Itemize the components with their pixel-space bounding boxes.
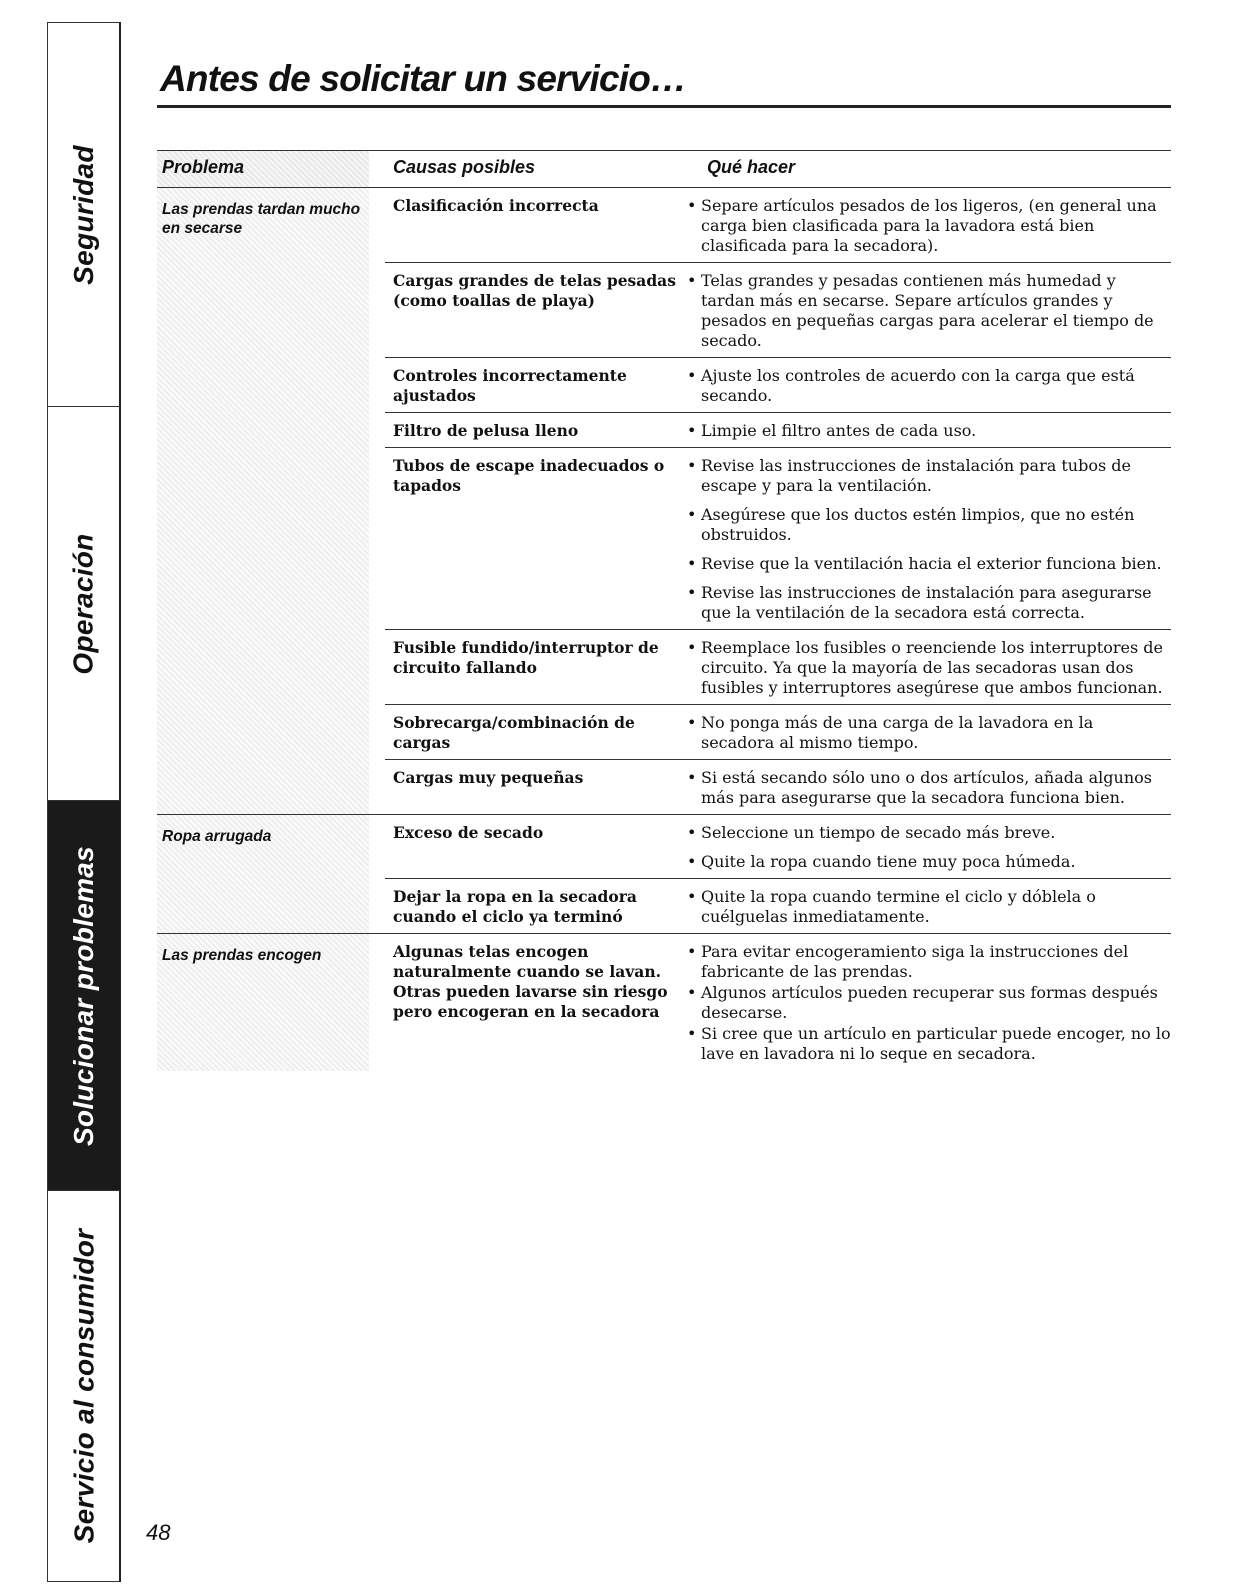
fix-list [683, 630, 1171, 704]
tab-solucionar-problemas[interactable] [48, 801, 120, 1191]
problem-label: Las prendas tardan mucho en secarse [157, 188, 369, 814]
page-number: 48 [146, 1520, 171, 1545]
fix-item: • Revise que la ventilación hacia el exterior funciona bien. [687, 554, 1171, 574]
cause-text: Fusible fundido/interruptor de circuito fallando [393, 638, 659, 677]
cause-text: Sobrecarga/combinación de cargas [393, 713, 635, 752]
table-header [157, 150, 1171, 188]
header-what-to-do: Qué hacer [707, 157, 796, 177]
cause-text: Tubos de escape inadecuados o tapados [393, 456, 665, 495]
cause-rows [369, 934, 1171, 1071]
tab-label: Seguridad [68, 144, 99, 285]
tab-seguridad[interactable] [48, 23, 120, 407]
cause-text: Filtro de pelusa lleno [393, 421, 579, 440]
cause-rows [369, 815, 1171, 933]
fix-item: • Quite la ropa cuando termine el ciclo y dóblela o cuélguelas inmediatamente. [687, 887, 1171, 927]
fix-list [683, 413, 1171, 447]
fix-item: • Limpie el filtro antes de cada uso. [687, 421, 1171, 441]
table-row [385, 878, 1171, 933]
problem-label: Ropa arrugada [157, 815, 369, 933]
fix-list [683, 358, 1171, 412]
cause-text: Dejar la ropa en la secadora cuando el ciclo ya terminó [393, 887, 637, 926]
fix-list [683, 815, 1171, 878]
troubleshooting-table [157, 150, 1171, 1071]
fix-item: • Quite la ropa cuando tiene muy poca húmeda. [687, 852, 1171, 872]
page-title: Antes de solicitar un servicio… [160, 58, 687, 99]
problem-group [157, 188, 1171, 815]
title-rule [157, 105, 1171, 108]
table-row [385, 262, 1171, 357]
cause-text: Cargas muy pequeñas [393, 768, 584, 787]
cause-text: Cargas grandes de telas pesadas (como toallas de playa) [393, 271, 676, 310]
fix-item: • Telas grandes y pesadas contienen más humedad y tardan más en secarse. Separe artículos grandes y pesados en pequeñas cargas para acelerar el tiempo de secado. [687, 271, 1171, 351]
table-row [385, 815, 1171, 878]
fix-list [683, 934, 1171, 1071]
fix-item: • Seleccione un tiempo de secado más breve. [687, 823, 1171, 843]
table-row [385, 934, 1171, 1071]
fix-list [683, 188, 1171, 262]
fix-list [683, 448, 1171, 629]
table-row [385, 357, 1171, 412]
fix-item: • Asegúrese que los ductos estén limpios, que no estén obstruidos. [687, 505, 1171, 545]
fix-item: • Separe artículos pesados de los ligeros, (en general una carga bien clasificada para la lavadora está bien clasificada para la secadora). [687, 196, 1171, 256]
fix-item: • Reemplace los fusibles o reenciende los interruptores de circuito. Ya que la mayoría de las secadoras usan dos fusibles y interruptores asegúrese que ambos funcionan. [687, 638, 1171, 698]
tab-servicio-al-consumidor[interactable] [48, 1191, 120, 1581]
tab-operacion[interactable] [48, 407, 120, 801]
problem-group [157, 815, 1171, 934]
cause-rows [369, 188, 1171, 814]
fix-item: • Algunos artículos pueden recuperar sus formas después desecarse. [687, 983, 1171, 1023]
problem-label: Las prendas encogen [157, 934, 369, 1071]
fix-item: • Ajuste los controles de acuerdo con la carga que está secando. [687, 366, 1171, 406]
fix-item: • Si está secando sólo uno o dos artículos, añada algunos más para asegurarse que la secadora funciona bien. [687, 768, 1171, 808]
fix-list [683, 760, 1171, 814]
header-problem: Problema [162, 157, 245, 177]
table-row [385, 412, 1171, 447]
table-row [385, 188, 1171, 262]
cause-text: Clasificación incorrecta [393, 196, 599, 215]
fix-list [683, 263, 1171, 357]
cause-text: Controles incorrectamente ajustados [393, 366, 627, 405]
problem-group [157, 934, 1171, 1071]
fix-item: • Para evitar encogeramiento siga la instrucciones del fabricante de las prendas. [687, 942, 1171, 982]
table-row [385, 704, 1171, 759]
table-row [385, 629, 1171, 704]
fix-item: • No ponga más de una carga de la lavadora en la secadora al mismo tiempo. [687, 713, 1171, 753]
fix-list [683, 705, 1171, 759]
tab-label: Solucionar problemas [68, 845, 100, 1146]
fix-list [683, 879, 1171, 933]
fix-item: • Revise las instrucciones de instalación para asegurarse que la ventilación de la secadora está correcta. [687, 583, 1171, 623]
table-row [385, 759, 1171, 814]
table-row [385, 447, 1171, 629]
cause-text: Algunas telas encogen naturalmente cuando se lavan. Otras pueden lavarse sin riesgo pero encogeran en la secadora [393, 942, 668, 1021]
fix-item: • Si cree que un artículo en particular puede encoger, no lo lave en lavadora ni lo seque en secadora. [687, 1024, 1171, 1064]
tab-label: Servicio al consumidor [68, 1228, 100, 1544]
fix-item: • Revise las instrucciones de instalación para tubos de escape y para la ventilación. [687, 456, 1171, 496]
cause-text: Exceso de secado [393, 823, 544, 842]
header-causes: Causas posibles [393, 157, 536, 177]
side-tabs [47, 22, 121, 1582]
tab-label: Operación [68, 532, 99, 675]
